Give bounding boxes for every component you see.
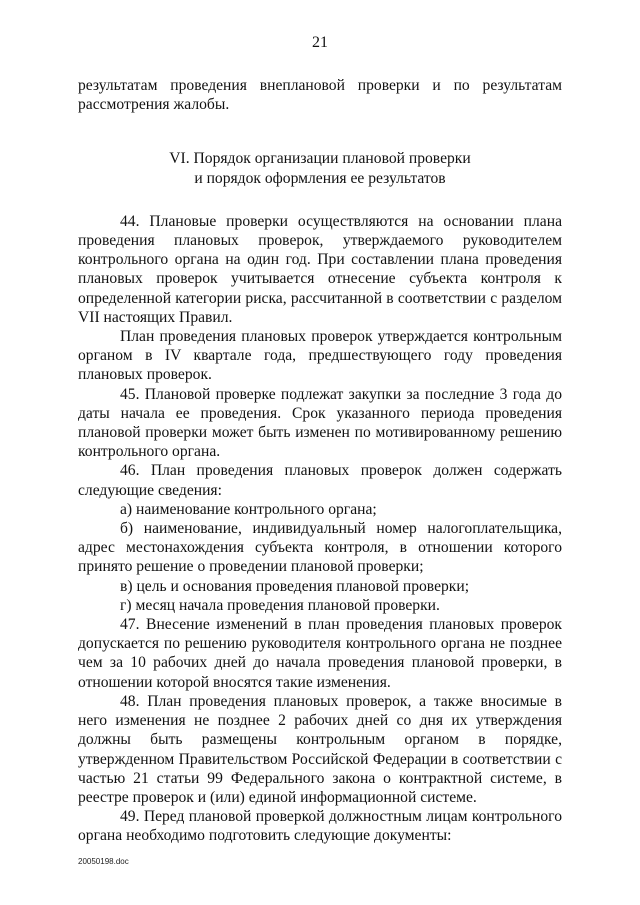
page-number: 21: [312, 34, 328, 51]
list-item-a: а) наименование контрольного органа;: [120, 500, 377, 518]
footer-filename: 20050198.doc: [78, 857, 129, 866]
paragraph-47: 47. Внесение изменений в план проведения плановых проверок допускается по решению руководителя контрольного органа не позднее чем за 10 рабочих дней до начала проведения плановой проверки, в отношении которой вносятся такие изменения.: [78, 616, 562, 691]
paragraph-45: 45. Плановой проверке подлежат закупки за последние 3 года до даты начала ее проведения. Срок указанного периода проведения плановой проверки может быть изменен по мотивированному решению контрольного органа.: [78, 385, 562, 461]
section-heading-line-1: VI. Порядок организации плановой проверки: [169, 150, 471, 168]
list-item-v: в) цель и основания проведения плановой проверки;: [120, 577, 470, 595]
list-item-g: г) месяц начала проведения плановой проверки.: [120, 596, 440, 614]
paragraph-48: 48. План проведения плановых проверок, а также вносимые в него изменения не позднее 2 рабочих дней со дня их утверждения должны быть размещены контрольным органом в порядке, утвержденном Правительством Российской Федерации в соответствии с частью 21 статьи 99 Федерального закона о контрактной системе, в реестре проверок и (или) единой информационной системе.: [78, 692, 562, 806]
section-heading: [78, 149, 562, 187]
list-item-b: б) наименование, индивидуальный номер налогоплательщика, адрес местонахождения субъекта контроля, в отношении которого принято решение о проведении плановой проверки;: [78, 520, 562, 576]
paragraph-44-plan: План проведения плановых проверок утверждается контрольным органом в IV квартале года, предшествующего году проведения плановых проверок.: [78, 328, 562, 384]
paragraph-46: 46. План проведения плановых проверок должен содержать следующие сведения:: [78, 462, 562, 499]
paragraph-49: 49. Перед плановой проверкой должностным лицам контрольного органа необходимо подготовить следующие документы:: [78, 808, 562, 845]
document-body: [78, 76, 562, 846]
section-heading-line-2: и порядок оформления ее результатов: [194, 169, 446, 187]
paragraph-44: 44. Плановые проверки осуществляются на основании плана проведения плановых проверок, утверждаемого руководителем контрольного органа на один год. При составлении плана проведения плановых проверок учитывается отнесение субъекта контроля к определенной категории риска, рассчитанной в соответствии с разделом VII настоящих Правил.: [78, 212, 562, 326]
intro-paragraph: результатам проведения внеплановой проверки и по результатам рассмотрения жалобы.: [78, 77, 562, 114]
